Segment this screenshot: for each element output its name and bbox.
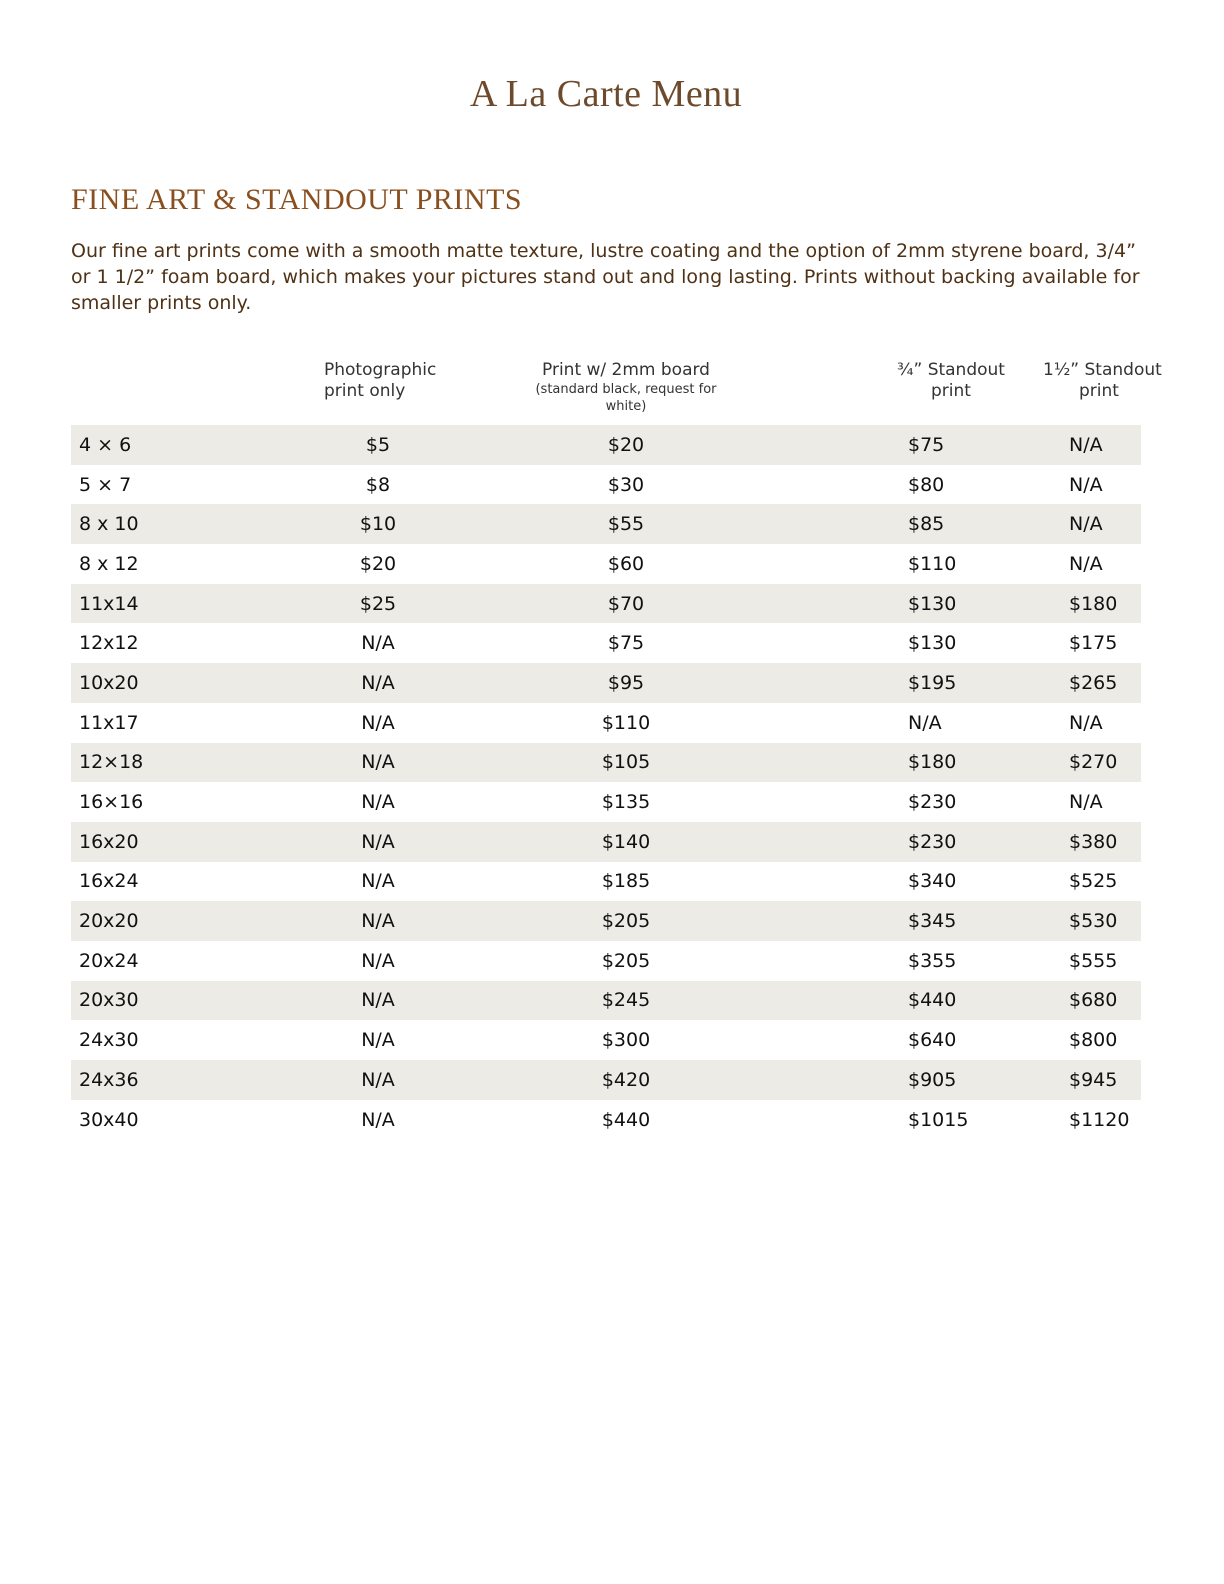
price-cell: $530 [1063, 901, 1141, 941]
section-title: FINE ART & STANDOUT PRINTS [71, 183, 523, 216]
price-cell: N/A [221, 981, 535, 1021]
price-cell: $75 [717, 425, 1063, 465]
price-cell: $175 [1069, 632, 1118, 655]
header-note: (standard black, request for white) [535, 382, 717, 414]
price-cell: N/A [361, 949, 395, 972]
price-cell: $525 [1069, 870, 1118, 893]
price-cell: $1015 [908, 1108, 969, 1131]
price-cell: $80 [908, 473, 945, 496]
table-row [71, 743, 1141, 783]
price-cell: $55 [535, 504, 717, 544]
price-cell: $180 [1063, 584, 1141, 624]
price-cell: $640 [908, 1029, 957, 1052]
price-cell: $25 [221, 584, 535, 624]
price-cell: N/A [1069, 552, 1103, 575]
header-photographic [221, 360, 535, 425]
size-cell: 30x40 [79, 1108, 139, 1131]
header-standout-112 [1043, 360, 1162, 425]
price-cell: $420 [535, 1060, 717, 1100]
size-cell: 20x20 [71, 901, 221, 941]
price-cell: $270 [1063, 743, 1141, 783]
table-row [71, 425, 1141, 465]
table-row [71, 623, 1141, 663]
price-cell: $30 [607, 473, 645, 496]
price-cell: $265 [1063, 663, 1141, 703]
price-cell: $195 [717, 663, 1063, 703]
price-cell: N/A [221, 743, 535, 783]
size-cell: 11x17 [79, 711, 139, 734]
header-size [71, 360, 221, 425]
price-cell: $440 [717, 981, 1063, 1021]
price-cell: N/A [361, 1029, 395, 1052]
size-cell: 5 × 7 [79, 473, 132, 496]
price-table [71, 360, 1162, 1139]
size-cell: 10x20 [71, 663, 221, 703]
page-title: A La Carte Menu [469, 73, 743, 115]
price-cell: $130 [717, 584, 1063, 624]
price-cell: $20 [359, 552, 397, 575]
price-cell: $380 [1063, 822, 1141, 862]
table-row [71, 782, 1141, 822]
table-row [71, 862, 1141, 902]
size-cell: 12×18 [71, 743, 221, 783]
price-cell: N/A [361, 791, 395, 814]
table-row [71, 504, 1141, 544]
price-cell: $945 [1063, 1060, 1141, 1100]
price-cell: $140 [535, 822, 717, 862]
size-cell: 20x24 [79, 949, 139, 972]
price-cell: $8 [365, 473, 391, 496]
price-cell: $300 [601, 1029, 651, 1052]
table-row [71, 465, 1141, 505]
price-cell: $85 [717, 504, 1063, 544]
price-cell: $135 [601, 791, 651, 814]
price-cell: $70 [535, 584, 717, 624]
price-cell: N/A [1063, 504, 1141, 544]
price-cell: N/A [221, 1060, 535, 1100]
price-cell: $95 [535, 663, 717, 703]
price-cell: $105 [535, 743, 717, 783]
header-line: print only [324, 381, 406, 401]
price-cell: N/A [908, 711, 942, 734]
price-cell: $345 [717, 901, 1063, 941]
table-row [71, 663, 1141, 703]
table-row [71, 1060, 1141, 1100]
price-cell: N/A [1069, 791, 1103, 814]
header-line: print [1079, 381, 1119, 401]
price-cell: N/A [1069, 473, 1103, 496]
price-cell: $340 [908, 870, 957, 893]
size-cell: 24x36 [71, 1060, 221, 1100]
price-cell: $180 [717, 743, 1063, 783]
size-cell: 11x14 [71, 584, 221, 624]
price-cell: N/A [361, 711, 395, 734]
price-cell: $680 [1063, 981, 1141, 1021]
price-cell: $110 [908, 552, 957, 575]
size-cell: 16×16 [79, 791, 144, 814]
price-cell: N/A [361, 632, 395, 655]
price-cell: N/A [221, 663, 535, 703]
header-line: ¾” Standout [897, 360, 1005, 380]
size-cell: 20x30 [71, 981, 221, 1021]
price-cell: $185 [601, 870, 651, 893]
price-cell: $355 [908, 949, 957, 972]
intro-paragraph: Our fine art prints come with a smooth matte texture, lustre coating and the option of 2mm styrene board, 3/4” or 1 1/2” foam board, which makes your pictures stand out and long lasting. Prints without backing available for smaller prints only. [71, 240, 1140, 314]
price-cell: $110 [601, 711, 651, 734]
price-cell: $130 [908, 632, 957, 655]
price-cell: N/A [1063, 425, 1141, 465]
price-cell: $230 [908, 791, 957, 814]
size-cell: 8 x 10 [71, 504, 221, 544]
price-cell: $1120 [1069, 1108, 1130, 1131]
table-row [71, 1100, 1141, 1140]
price-cell: $205 [601, 949, 651, 972]
price-cell: $905 [717, 1060, 1063, 1100]
table-row [71, 544, 1141, 584]
price-cell: $60 [607, 552, 645, 575]
price-cell: $800 [1069, 1029, 1118, 1052]
price-cell: N/A [361, 870, 395, 893]
table-row [71, 703, 1141, 743]
price-cell: $75 [607, 632, 645, 655]
header-line: 1½” Standout [1043, 360, 1162, 380]
price-cell: $245 [535, 981, 717, 1021]
price-cell: $555 [1069, 949, 1118, 972]
price-cell: $205 [535, 901, 717, 941]
size-cell: 24x30 [79, 1029, 139, 1052]
price-cell: N/A [361, 1108, 395, 1131]
size-cell: 16x24 [79, 870, 139, 893]
price-cell: N/A [221, 901, 535, 941]
header-line: Print w/ 2mm board [542, 360, 710, 380]
price-cell: $440 [601, 1108, 651, 1131]
size-cell: 4 × 6 [71, 425, 221, 465]
price-cell: $20 [535, 425, 717, 465]
table-row [71, 1020, 1141, 1060]
header-print-board [535, 360, 717, 425]
price-cell: N/A [221, 822, 535, 862]
table-row [71, 822, 1141, 862]
price-cell: $10 [221, 504, 535, 544]
header-line: Photographic [324, 360, 437, 380]
table-row [71, 584, 1141, 624]
price-cell: N/A [1069, 711, 1103, 734]
header-line: print [931, 381, 971, 401]
table-row [71, 981, 1141, 1021]
size-cell: 8 x 12 [79, 552, 139, 575]
price-cell: $5 [221, 425, 535, 465]
table-header-row [71, 360, 1141, 425]
size-cell: 12x12 [79, 632, 139, 655]
table-row [71, 941, 1141, 981]
size-cell: 16x20 [71, 822, 221, 862]
table-row [71, 901, 1141, 941]
price-cell: $230 [717, 822, 1063, 862]
header-standout-34 [717, 360, 1063, 425]
